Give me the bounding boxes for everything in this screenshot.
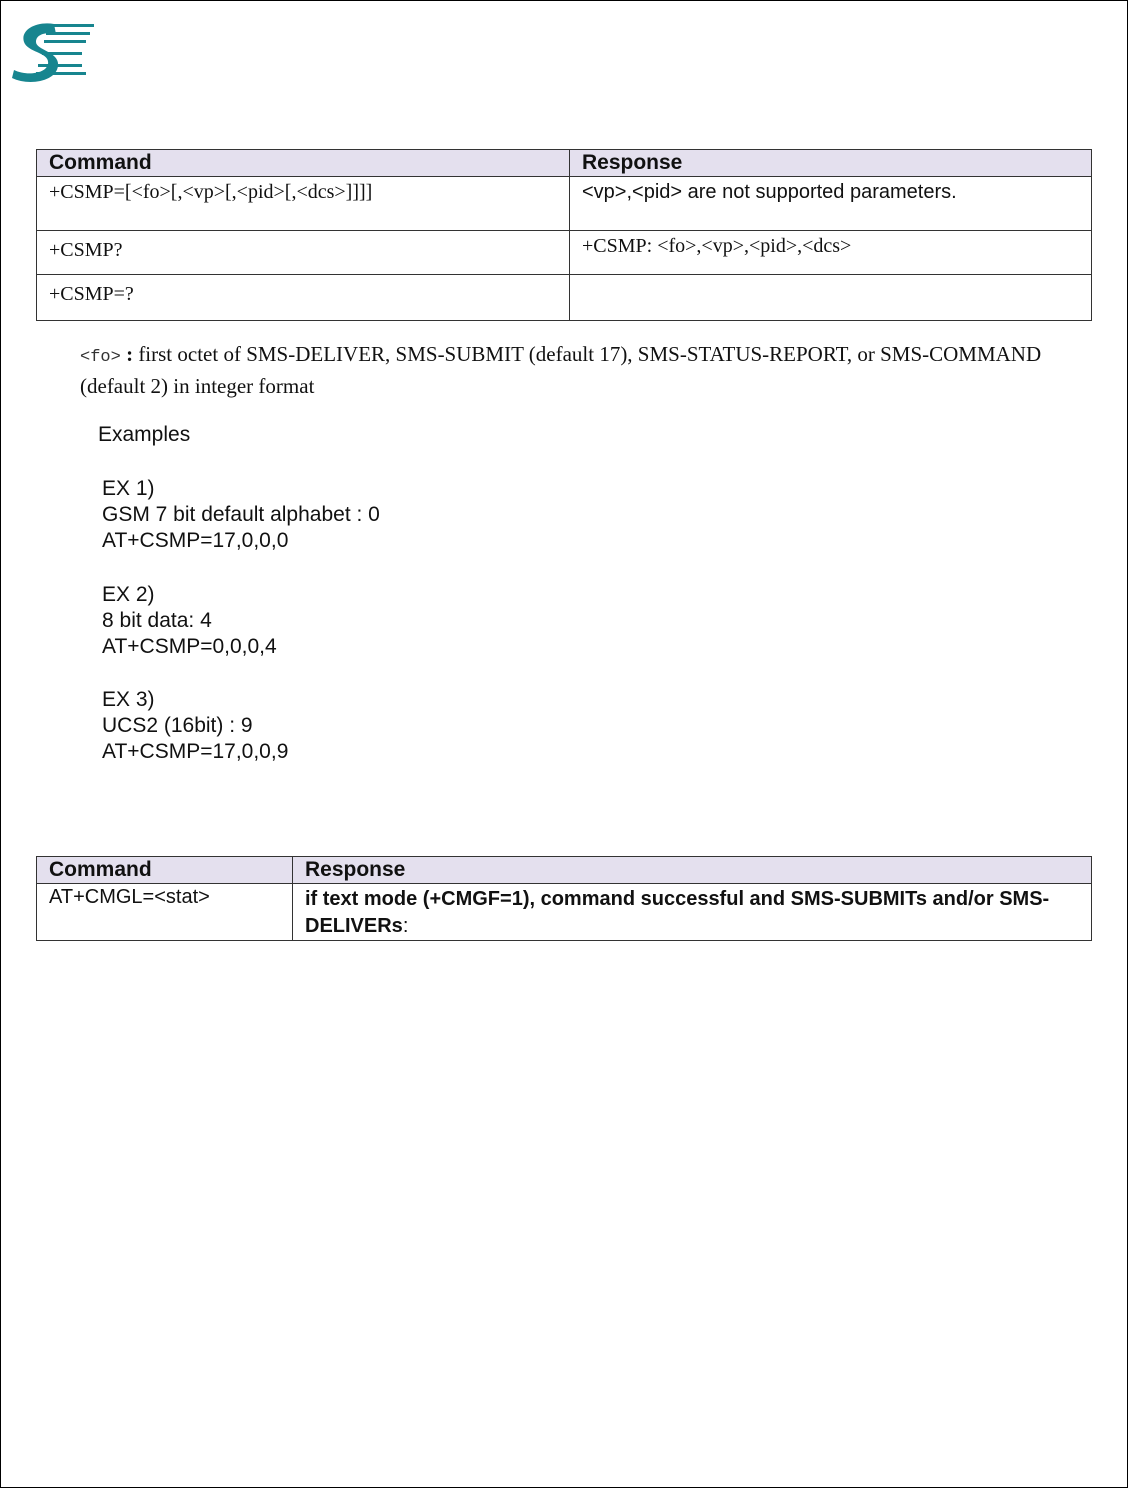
csmp-command-table <box>36 149 1092 321</box>
example-description: GSM 7 bit default alphabet : 0 <box>102 503 380 526</box>
response-tail: : <box>402 915 409 937</box>
response-bold-text: if text mode (+CMGF=1), command successful and SMS-SUBMITs and/or SMS-DELIVERs <box>305 888 1050 937</box>
response-header: Response <box>293 857 1092 884</box>
command-cell: +CSMP=? <box>37 275 570 321</box>
response-cell: <vp>,<pid> are not supported parameters. <box>570 177 1092 231</box>
example-block <box>102 687 288 765</box>
param-separator: : <box>120 342 139 366</box>
example-command: AT+CSMP=17,0,0,9 <box>102 740 289 763</box>
response-cell <box>293 884 1092 941</box>
parameter-description <box>80 340 1060 401</box>
example-title: EX 1) <box>102 477 155 500</box>
example-description: 8 bit data: 4 <box>102 609 212 632</box>
param-name: <fo> <box>80 348 121 367</box>
command-cell: +CSMP? <box>37 231 570 275</box>
response-cell <box>570 275 1092 321</box>
command-header: Command <box>37 857 293 884</box>
command-cell: +CSMP=[<fo>[,<vp>[,<pid>[,<dcs>]]]] <box>37 177 570 231</box>
company-logo <box>10 22 96 84</box>
example-title: EX 2) <box>102 583 155 606</box>
response-cell: +CSMP: <fo>,<vp>,<pid>,<dcs> <box>570 231 1092 275</box>
examples-heading: Examples <box>98 423 191 446</box>
command-header: Command <box>37 150 570 177</box>
example-description: UCS2 (16bit) : 9 <box>102 714 253 737</box>
example-block <box>102 476 380 554</box>
response-header: Response <box>570 150 1092 177</box>
example-block <box>102 582 277 660</box>
example-title: EX 3) <box>102 688 155 711</box>
cmgl-command-table <box>36 856 1092 941</box>
param-text: first octet of SMS-DELIVER, SMS-SUBMIT (default 17), SMS-STATUS-REPORT, or SMS-COMMAND (default 2) in integer format <box>80 342 1042 398</box>
example-command: AT+CSMP=0,0,0,4 <box>102 635 277 658</box>
example-command: AT+CSMP=17,0,0,0 <box>102 529 289 552</box>
command-cell: AT+CMGL=<stat> <box>37 884 293 941</box>
